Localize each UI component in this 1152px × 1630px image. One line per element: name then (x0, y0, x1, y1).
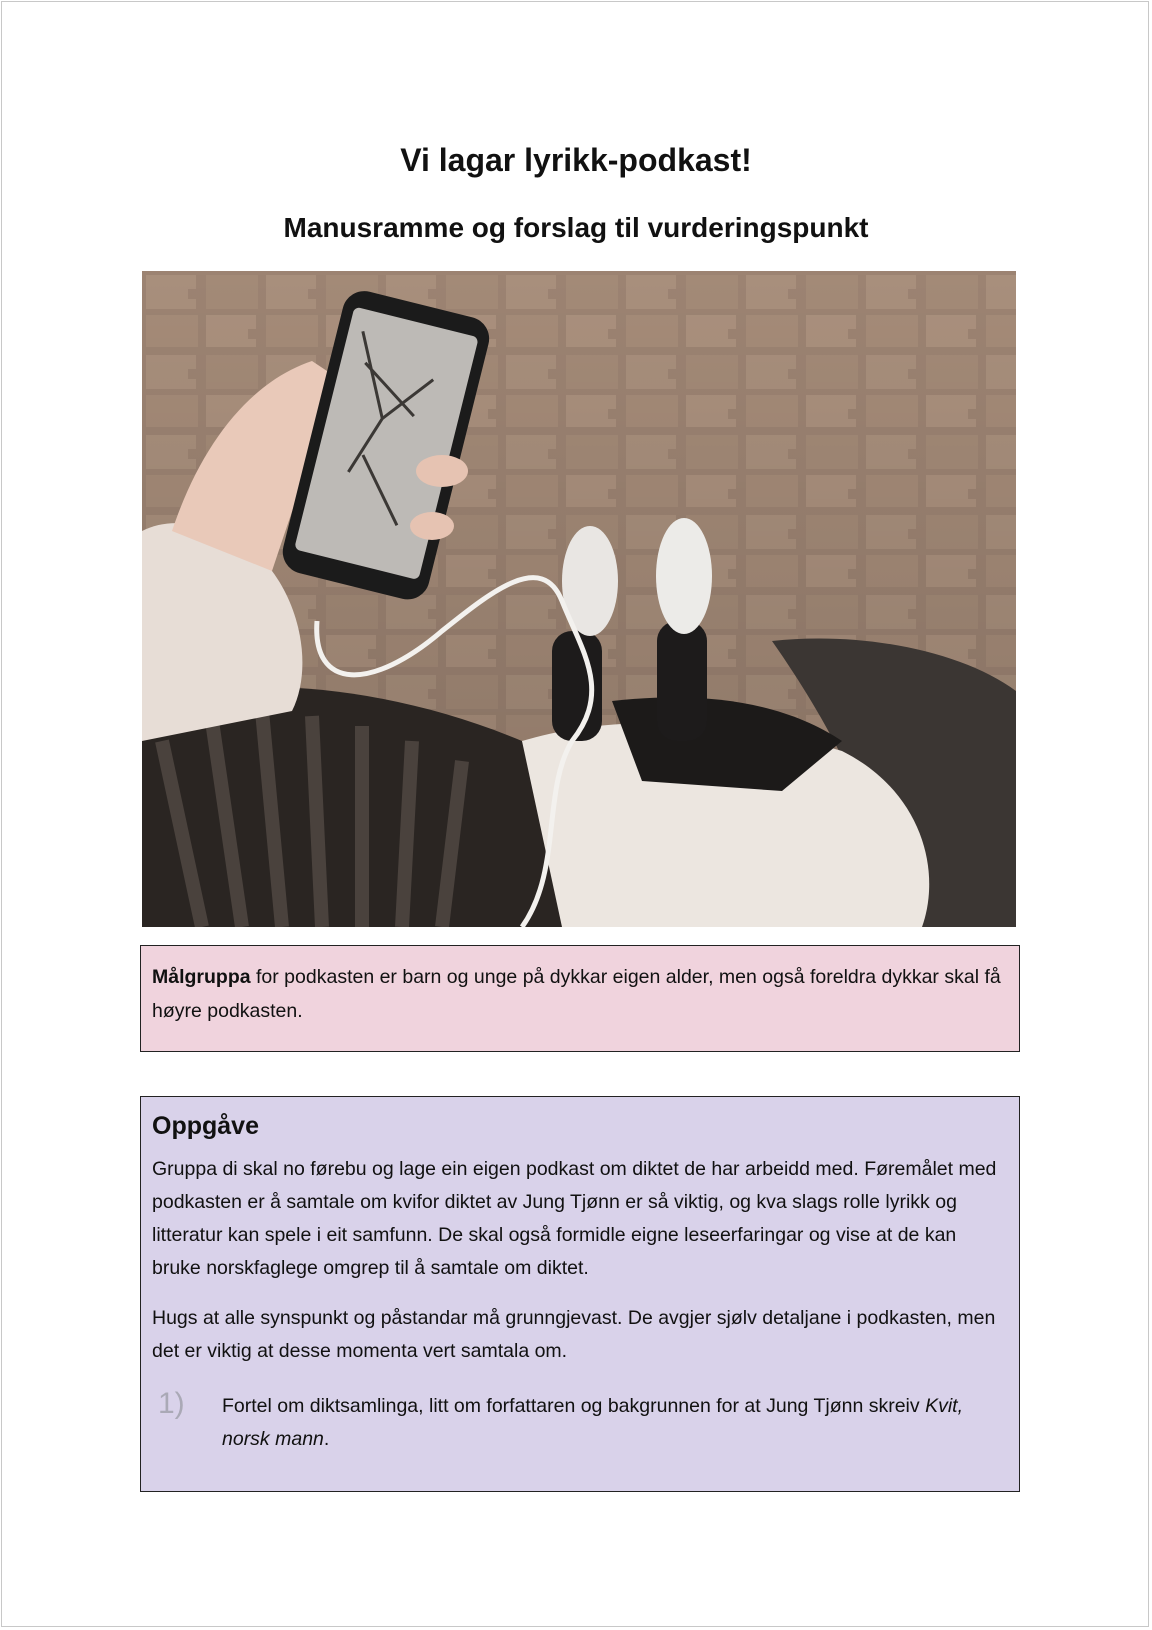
target-audience-text: for podkasten er barn og unge på dykkar eigen alder, men også foreldra dykkar skal få høyre podkasten. (152, 966, 1001, 1022)
task-box (140, 1096, 1020, 1492)
list-item (152, 1387, 1007, 1456)
list-item-suffix: . (323, 1428, 330, 1450)
target-audience-term: Målgruppa (152, 966, 251, 988)
document-page (1, 1, 1149, 1627)
task-paragraph-1: Gruppa di skal no førebu og lage ein eigen podkast om diktet de har arbeidd med. Føremålet med podkasten er å samtale om kvifor diktet av Jung Tjønn er så viktig, og kva slags rolle lyrikk og litteratur kan spele i eit samfunn. De skal også formidle eigne leseerfaringar og vise at de kan bruke norskfaglege omgrep til å samtale om diktet. (152, 1158, 997, 1279)
photo-illustration-icon (142, 271, 1016, 927)
page-subtitle: Manusramme og forslag til vurderingspunkt (283, 212, 869, 243)
task-heading: Oppgåve (152, 1112, 259, 1140)
task-paragraph-2: Hugs at alle synspunkt og påstandar må grunngjevast. De avgjer sjølv detaljane i podkasten, men det er viktig at desse momenta vert samtala om. (152, 1307, 996, 1362)
list-item-number: 1) (158, 1387, 185, 1420)
list-item-text: Fortel om diktsamlinga, litt om forfattaren og bakgrunnen for at Jung Tjønn skreiv (222, 1395, 926, 1417)
photo-phone-headphones (142, 271, 1016, 927)
book-title: Kvit, norsk mann (222, 1395, 963, 1450)
target-audience-box (140, 945, 1020, 1052)
page-title: Vi lagar lyrikk-podkast! (400, 142, 752, 178)
